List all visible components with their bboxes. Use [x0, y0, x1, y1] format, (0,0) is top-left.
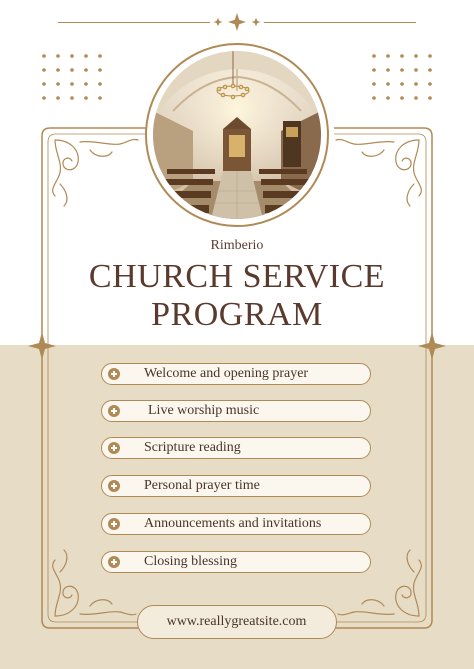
plus-circle-icon — [108, 556, 120, 568]
church-interior-illustration — [153, 51, 321, 219]
dot-grid-right — [372, 54, 432, 100]
agenda-item — [101, 475, 371, 497]
agenda-item — [101, 551, 371, 573]
sparkle-left-icon — [28, 332, 56, 360]
agenda-item-label: Welcome and opening prayer — [144, 366, 309, 381]
church-interior-photo — [145, 43, 329, 227]
website-link[interactable] — [137, 605, 337, 639]
plus-circle-icon — [108, 405, 120, 417]
agenda-item — [101, 363, 371, 385]
plus-circle-icon — [108, 368, 120, 380]
corner-flourish-top-left — [53, 139, 138, 206]
title-line-2: PROGRAM — [151, 296, 323, 333]
agenda-item-label: Scripture reading — [144, 440, 241, 455]
agenda-item — [101, 437, 371, 459]
agenda-item — [101, 400, 371, 422]
agenda-item-label: Announcements and invitations — [144, 516, 322, 531]
page-title — [0, 258, 474, 334]
plus-circle-icon — [108, 518, 120, 530]
title-line-1: CHURCH SERVICE — [88, 258, 386, 295]
agenda-item-label: Personal prayer time — [144, 478, 260, 493]
agenda-item-label: Live worship music — [148, 403, 260, 418]
dot-grid-left — [42, 54, 102, 100]
header-sparkle-icon — [210, 12, 264, 32]
organization-name: Rimberio — [210, 238, 264, 253]
website-url[interactable]: www.reallygreatsite.com — [166, 614, 307, 629]
plus-circle-icon — [108, 442, 120, 454]
agenda-item — [101, 513, 371, 535]
agenda-item-label: Closing blessing — [144, 554, 237, 569]
sparkle-right-icon — [418, 332, 446, 360]
plus-circle-icon — [108, 480, 120, 492]
corner-flourish-top-right — [336, 139, 421, 206]
